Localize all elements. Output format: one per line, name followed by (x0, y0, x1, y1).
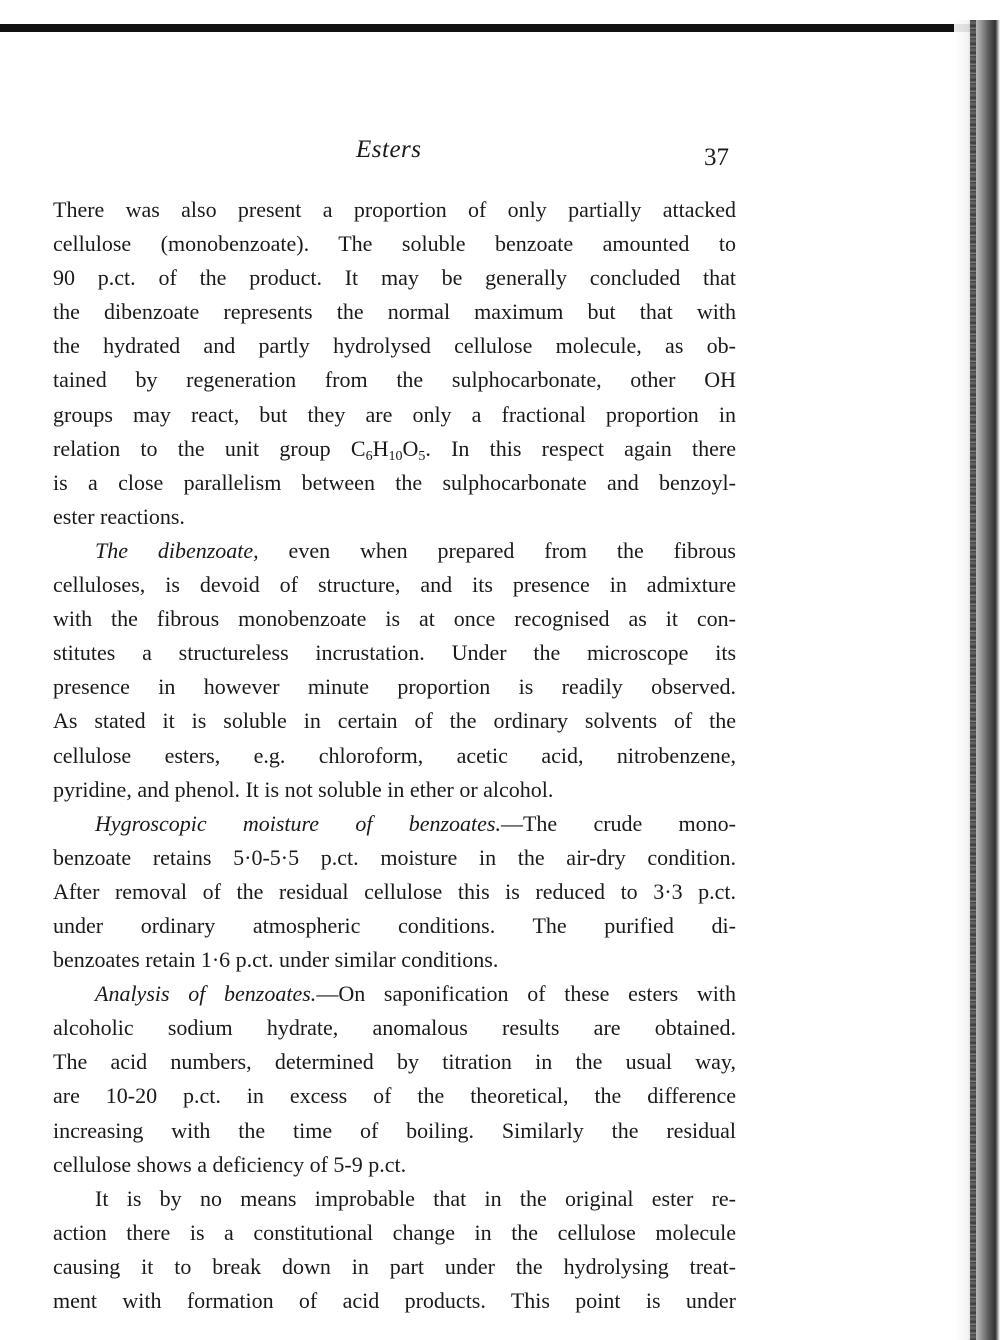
top-rule (0, 24, 975, 32)
text-line: action there is a constitutional change in the cellulose molecule (53, 1219, 736, 1245)
text-line: stitutes a structureless incrustation. Under the microscope its (53, 640, 736, 666)
body-text (53, 193, 736, 1318)
text-line: tained by regeneration from the sulphocarbonate, other OH (53, 367, 736, 393)
text-line: increasing with the time of boiling. Similarly the residual (53, 1117, 736, 1143)
subscript: 10 (388, 448, 403, 464)
text-line: ment with formation of acid products. This point is under (53, 1288, 736, 1313)
text-line: the hydrated and partly hydrolysed cellulose molecule, as ob- (53, 333, 736, 359)
text-line: benzoate retains 5·0-5·5 p.ct. moisture in the air-dry condition. (53, 844, 736, 870)
book-spine-edge (970, 20, 976, 1340)
text-line: After removal of the residual cellulose this is reduced to 3·3 p.ct. (53, 878, 736, 904)
paragraph-lead-line (53, 534, 736, 568)
italic-lead: The dibenzoate, (95, 537, 259, 563)
page-number: 37 (704, 144, 729, 171)
text-line: cellulose esters, e.g. chloroform, acetic acid, nitrobenzene, (53, 742, 736, 768)
text-line: pyridine, and phenol. It is not soluble in ether or alcohol. (53, 776, 554, 802)
text-line: The acid numbers, determined by titration in the usual way, (53, 1049, 736, 1075)
book-spine-shadow (954, 20, 1000, 1340)
subscript: 5 (418, 448, 426, 464)
running-head-title: Esters (356, 136, 422, 163)
text-line: benzoates retain 1·6 p.ct. under similar conditions. (53, 947, 499, 973)
text-line: cellulose shows a deficiency of 5-9 p.ct. (53, 1151, 407, 1177)
italic-lead: Analysis of benzoates. (95, 981, 317, 1007)
text-line: As stated it is soluble in certain of the ordinary solvents of the (53, 708, 736, 734)
text-line: groups may react, but they are only a fractional proportion in (53, 401, 736, 427)
text-line: alcoholic sodium hydrate, anomalous results are obtained. (53, 1015, 736, 1041)
paragraph-lead-line (53, 977, 736, 1011)
subscript: 6 (365, 448, 373, 464)
formula-text: H (372, 435, 389, 461)
running-head (0, 136, 1000, 176)
text-line-formula (53, 432, 736, 466)
formula-text: O (402, 435, 419, 461)
text-line: ester reactions. (53, 503, 185, 529)
text-line: under ordinary atmospheric conditions. The purified di- (53, 912, 736, 938)
text-line: 90 p.ct. of the product. It may be generally concluded that (53, 265, 736, 291)
text-line: celluloses, is devoid of structure, and its presence in admixture (53, 572, 736, 598)
lead-rest: —On saponification of these esters with (316, 981, 736, 1007)
formula-text: . In this respect again there (425, 435, 736, 461)
text-line: are 10-20 p.ct. in excess of the theoretical, the difference (53, 1083, 736, 1109)
lead-rest: even when prepared from the fibrous (258, 537, 736, 563)
text-line: It is by no means improbable that in the original ester re- (95, 1185, 736, 1211)
text-line: There was also present a proportion of only partially attacked (53, 197, 736, 222)
text-line: the dibenzoate represents the normal maximum but that with (53, 299, 736, 325)
text-line: causing it to break down in part under the hydrolysing treat- (53, 1253, 736, 1279)
text-line: is a close parallelism between the sulphocarbonate and benzoyl- (53, 469, 736, 495)
paragraph-lead-line (53, 807, 736, 841)
formula-text: relation to the unit group C (53, 435, 366, 461)
italic-lead: Hygroscopic moisture of benzoates. (95, 810, 501, 836)
lead-rest: —The crude mono- (500, 810, 736, 836)
text-line: cellulose (monobenzoate). The soluble benzoate amounted to (53, 231, 736, 257)
text-line: with the fibrous monobenzoate is at once recognised as it con- (53, 606, 736, 632)
text-line: presence in however minute proportion is readily observed. (53, 674, 736, 700)
